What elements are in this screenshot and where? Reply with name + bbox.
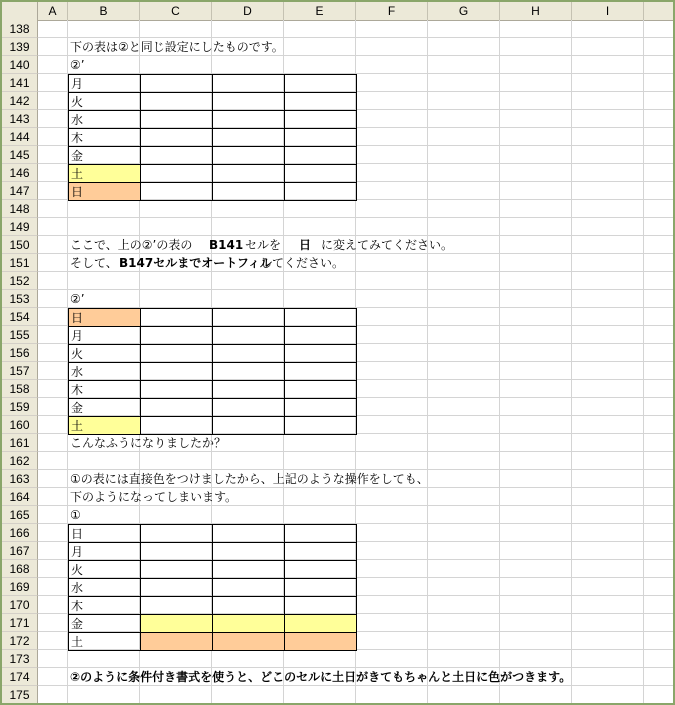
- column-header-h[interactable]: H: [500, 2, 572, 20]
- table3-day-cell[interactable]: 木: [68, 596, 141, 615]
- row-header-144[interactable]: 144: [2, 128, 38, 146]
- table1-cell[interactable]: [284, 164, 357, 183]
- table2-cell[interactable]: [284, 362, 357, 381]
- row-header-173[interactable]: 173: [2, 650, 38, 668]
- row-header-161[interactable]: 161: [2, 434, 38, 452]
- row-header-139[interactable]: 139: [2, 38, 38, 56]
- row-header-168[interactable]: 168: [2, 560, 38, 578]
- table2-day-cell[interactable]: 土: [68, 416, 141, 435]
- table3-day-cell[interactable]: 水: [68, 578, 141, 597]
- column-header-c[interactable]: C: [140, 2, 212, 20]
- column-header-i[interactable]: I: [572, 2, 644, 20]
- table2-day-cell[interactable]: 木: [68, 380, 141, 399]
- table2-cell[interactable]: [140, 344, 213, 363]
- table1-cell[interactable]: [140, 74, 213, 93]
- gridline-vertical: [643, 20, 644, 704]
- table2-cell[interactable]: [140, 416, 213, 435]
- row-header-141[interactable]: 141: [2, 74, 38, 92]
- instruction-text: セルを: [245, 238, 282, 252]
- table3-cell[interactable]: [140, 560, 213, 579]
- table-label: ②’: [70, 292, 85, 306]
- instruction-text: に変えてみてください。: [321, 238, 454, 252]
- table2-cell[interactable]: [212, 416, 285, 435]
- table3-cell[interactable]: [212, 560, 285, 579]
- table3-cell[interactable]: [140, 614, 213, 633]
- row-header-138[interactable]: 138: [2, 20, 38, 38]
- row-header-159[interactable]: 159: [2, 398, 38, 416]
- table-label: ②’: [70, 58, 85, 72]
- table3-cell[interactable]: [284, 614, 357, 633]
- column-header-g[interactable]: G: [428, 2, 500, 20]
- row-header-172[interactable]: 172: [2, 632, 38, 650]
- row-header-174[interactable]: 174: [2, 668, 38, 686]
- gridline-vertical: [499, 20, 500, 704]
- table1-cell[interactable]: [140, 110, 213, 129]
- table1-cell[interactable]: [284, 146, 357, 165]
- table3-cell[interactable]: [212, 632, 285, 651]
- column-header-a[interactable]: A: [38, 2, 68, 20]
- table3-cell[interactable]: [284, 578, 357, 597]
- table2-cell[interactable]: [212, 380, 285, 399]
- table1-cell[interactable]: [140, 128, 213, 147]
- table1-day-cell[interactable]: 金: [68, 146, 141, 165]
- gridline-horizontal: [38, 703, 675, 704]
- row-header-171[interactable]: 171: [2, 614, 38, 632]
- gridline-horizontal: [38, 217, 675, 218]
- explanation-text: ①の表には直接色をつけましたから、上記のような操作をしても、: [70, 472, 429, 486]
- table2-cell[interactable]: [284, 308, 357, 327]
- table3-day-cell[interactable]: 金: [68, 614, 141, 633]
- table1-cell[interactable]: [284, 110, 357, 129]
- instruction-text: してください。: [260, 256, 345, 270]
- table3-cell[interactable]: [212, 578, 285, 597]
- row-header-160[interactable]: 160: [2, 416, 38, 434]
- column-header-b[interactable]: B: [68, 2, 140, 20]
- table1-cell[interactable]: [284, 74, 357, 93]
- instruction-emphasis: B147セルまでオートフィル: [119, 256, 272, 270]
- table2-day-cell[interactable]: 金: [68, 398, 141, 417]
- table2-cell[interactable]: [284, 398, 357, 417]
- table3-cell[interactable]: [140, 578, 213, 597]
- column-header-d[interactable]: D: [212, 2, 284, 20]
- row-header-167[interactable]: 167: [2, 542, 38, 560]
- table1-day-cell[interactable]: 月: [68, 74, 141, 93]
- table1-day-cell[interactable]: 土: [68, 164, 141, 183]
- table2-cell[interactable]: [284, 380, 357, 399]
- table2-cell[interactable]: [212, 308, 285, 327]
- row-header-175[interactable]: 175: [2, 686, 38, 704]
- table2-day-cell[interactable]: 月: [68, 326, 141, 345]
- table2-cell[interactable]: [140, 380, 213, 399]
- row-header-150[interactable]: 150: [2, 236, 38, 254]
- gridline-horizontal: [38, 289, 675, 290]
- question-text: こんなふうになりましたか？: [70, 436, 227, 450]
- table1-cell[interactable]: [212, 110, 285, 129]
- table1-cell[interactable]: [212, 146, 285, 165]
- row-header-143[interactable]: 143: [2, 110, 38, 128]
- table3-cell[interactable]: [140, 542, 213, 561]
- gridline-vertical: [427, 20, 428, 704]
- instruction-text: 下の表は②と同じ設定にしたものです。: [70, 40, 284, 54]
- column-header-e[interactable]: E: [284, 2, 356, 20]
- table1-day-cell[interactable]: 火: [68, 92, 141, 111]
- table1-day-cell[interactable]: 日: [68, 182, 141, 201]
- table1-cell[interactable]: [140, 146, 213, 165]
- row-header-142[interactable]: 142: [2, 92, 38, 110]
- instruction-text: そして、: [70, 256, 118, 270]
- table3-cell[interactable]: [284, 542, 357, 561]
- table-label: ①: [70, 508, 81, 522]
- row-header-169[interactable]: 169: [2, 578, 38, 596]
- table2-cell[interactable]: [212, 362, 285, 381]
- table1-cell[interactable]: [140, 182, 213, 201]
- row-header-170[interactable]: 170: [2, 596, 38, 614]
- table3-cell[interactable]: [284, 560, 357, 579]
- table1-cell[interactable]: [140, 92, 213, 111]
- row-header-153[interactable]: 153: [2, 290, 38, 308]
- cell-reference: B141: [209, 238, 244, 252]
- row-header-145[interactable]: 145: [2, 146, 38, 164]
- table3-day-cell[interactable]: 土: [68, 632, 141, 651]
- table3-day-cell[interactable]: 日: [68, 524, 141, 543]
- table3-cell[interactable]: [284, 524, 357, 543]
- row-header-156[interactable]: 156: [2, 344, 38, 362]
- table3-cell[interactable]: [212, 596, 285, 615]
- row-header-164[interactable]: 164: [2, 488, 38, 506]
- table3-cell[interactable]: [212, 542, 285, 561]
- table1-cell[interactable]: [212, 92, 285, 111]
- row-header-147[interactable]: 147: [2, 182, 38, 200]
- row-header-140[interactable]: 140: [2, 56, 38, 74]
- row-header-165[interactable]: 165: [2, 506, 38, 524]
- table1-cell[interactable]: [212, 74, 285, 93]
- table1-cell[interactable]: [284, 182, 357, 201]
- table1-cell[interactable]: [212, 128, 285, 147]
- table1-day-cell[interactable]: 木: [68, 128, 141, 147]
- table3-cell[interactable]: [284, 596, 357, 615]
- row-header-148[interactable]: 148: [2, 200, 38, 218]
- table2-cell[interactable]: [284, 326, 357, 345]
- row-header-152[interactable]: 152: [2, 272, 38, 290]
- table1-cell[interactable]: [212, 182, 285, 201]
- row-header-163[interactable]: 163: [2, 470, 38, 488]
- row-header-154[interactable]: 154: [2, 308, 38, 326]
- gridline-vertical: [571, 20, 572, 704]
- table3-cell[interactable]: [140, 632, 213, 651]
- instruction-text: ここで、上の②’の表の: [70, 238, 193, 252]
- table2-cell[interactable]: [212, 344, 285, 363]
- row-header-155[interactable]: 155: [2, 326, 38, 344]
- table3-cell[interactable]: [212, 614, 285, 633]
- table2-cell[interactable]: [140, 308, 213, 327]
- row-header-146[interactable]: 146: [2, 164, 38, 182]
- table1-cell[interactable]: [284, 128, 357, 147]
- table1-cell[interactable]: [284, 92, 357, 111]
- row-header-162[interactable]: 162: [2, 452, 38, 470]
- table2-day-cell[interactable]: 日: [68, 308, 141, 327]
- table2-day-cell[interactable]: 火: [68, 344, 141, 363]
- explanation-text: 下のようになってしまいます。: [70, 490, 238, 504]
- table1-cell[interactable]: [140, 164, 213, 183]
- table1-cell[interactable]: [212, 164, 285, 183]
- column-header-f[interactable]: F: [356, 2, 428, 20]
- table3-cell[interactable]: [140, 524, 213, 543]
- table1-day-cell[interactable]: 水: [68, 110, 141, 129]
- table2-cell[interactable]: [140, 326, 213, 345]
- table3-cell[interactable]: [212, 524, 285, 543]
- table3-cell[interactable]: [284, 632, 357, 651]
- table2-cell[interactable]: [140, 398, 213, 417]
- table3-day-cell[interactable]: 月: [68, 542, 141, 561]
- table2-cell[interactable]: [212, 326, 285, 345]
- table3-cell[interactable]: [140, 596, 213, 615]
- table2-cell[interactable]: [140, 362, 213, 381]
- select-all-corner[interactable]: [2, 2, 38, 20]
- table2-cell[interactable]: [284, 416, 357, 435]
- conclusion-text: ②のように条件付き書式を使うと、どこのセルに土日がきてもちゃんと土日に色がつきます。: [70, 670, 572, 684]
- table2-cell[interactable]: [284, 344, 357, 363]
- table3-day-cell[interactable]: 火: [68, 560, 141, 579]
- row-header-149[interactable]: 149: [2, 218, 38, 236]
- table2-cell[interactable]: [212, 398, 285, 417]
- row-header-157[interactable]: 157: [2, 362, 38, 380]
- row-header-166[interactable]: 166: [2, 524, 38, 542]
- table2-day-cell[interactable]: 水: [68, 362, 141, 381]
- row-header-151[interactable]: 151: [2, 254, 38, 272]
- row-header-158[interactable]: 158: [2, 380, 38, 398]
- instruction-value: 日: [299, 238, 312, 252]
